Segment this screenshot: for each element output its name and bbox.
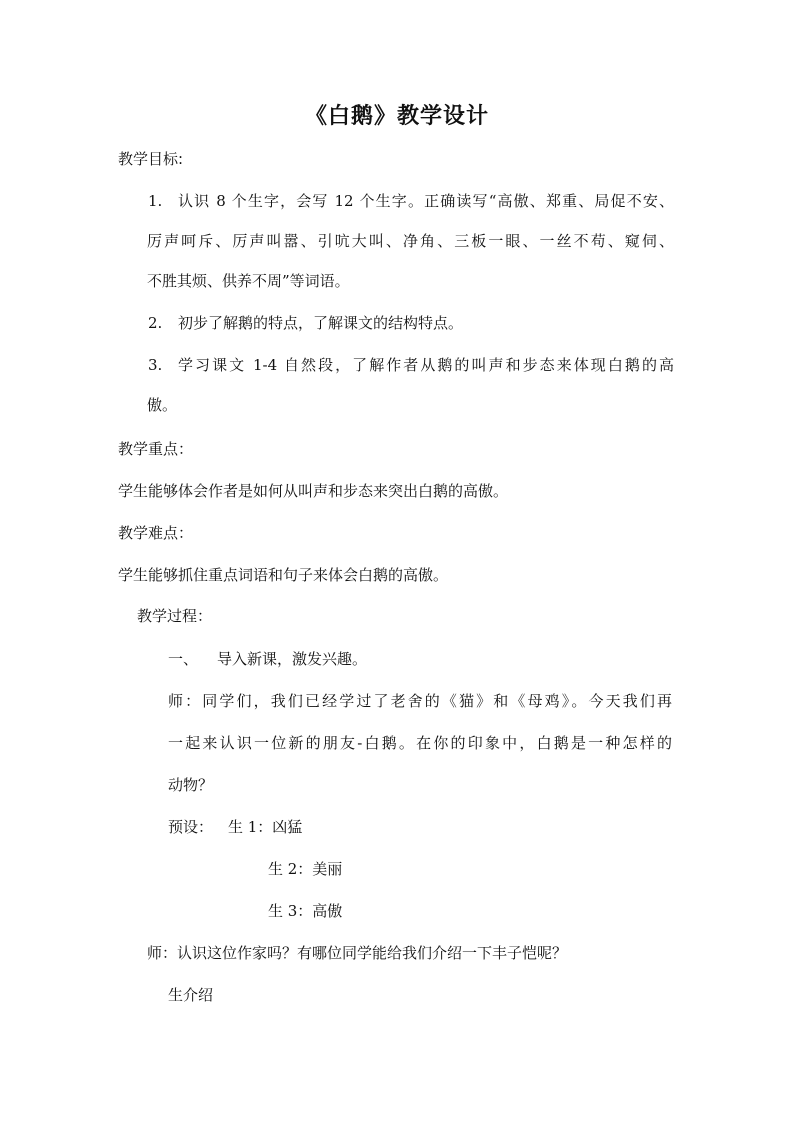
step-1-title: 导入新课，激发兴趣。 (217, 650, 368, 668)
teacher-question: 师：认识这位作家吗？有哪位同学能给我们介绍一下丰子恺呢？ (147, 944, 568, 962)
difficulty-text: 学生能够抓住重点词语和句子来体会白鹅的高傲。 (118, 566, 449, 584)
process-heading: 教学过程： (137, 607, 213, 625)
teacher-intro-line-3: 动物？ (168, 776, 214, 794)
step-1-number: 一、 (168, 650, 199, 668)
key-point-heading: 教学重点： (118, 440, 194, 458)
goals-heading: 教学目标: (118, 150, 184, 168)
goal-1-number: 1. (148, 192, 163, 210)
teacher-intro-line-1: 师：同学们，我们已经学过了老舍的《猫》和《母鸡》。今天我们再 (168, 692, 672, 710)
preset-label: 预设： (168, 818, 214, 836)
preset-answer-1: 生 1：凶猛 (228, 818, 303, 836)
goal-1-line-3: 不胜其烦、供养不周”等词语。 (147, 272, 350, 290)
goal-3-line-2: 傲。 (147, 396, 178, 414)
teacher-intro-line-2: 一起来认识一位新的朋友-白鹅。在你的印象中，白鹅是一种怎样的 (168, 734, 672, 752)
goal-2-line-1: 初步了解鹅的特点，了解课文的结构特点。 (178, 314, 464, 332)
preset-answer-2: 生 2：美丽 (268, 860, 343, 878)
preset-answer-3: 生 3：高傲 (268, 902, 343, 920)
student-intro: 生介绍 (168, 986, 214, 1004)
goal-1-line-1: 认识 8 个生字，会写 12 个生字。正确读写“高傲、郑重、局促不安、 (178, 192, 674, 210)
key-point-text: 学生能够体会作者是如何从叫声和步态来突出白鹅的高傲。 (118, 482, 509, 500)
goal-2-number: 2. (148, 314, 163, 332)
goal-1-line-2: 厉声呵斥、厉声叫嚣、引吭大叫、净角、三板一眼、一丝不苟、窥伺、 (147, 232, 674, 250)
difficulty-heading: 教学难点： (118, 524, 194, 542)
goal-3-number: 3. (148, 356, 163, 374)
goal-3-line-1: 学习课文 1-4 自然段，了解作者从鹅的叫声和步态来体现白鹅的高 (178, 356, 674, 374)
document-title: 《白鹅》教学设计 (304, 104, 489, 129)
